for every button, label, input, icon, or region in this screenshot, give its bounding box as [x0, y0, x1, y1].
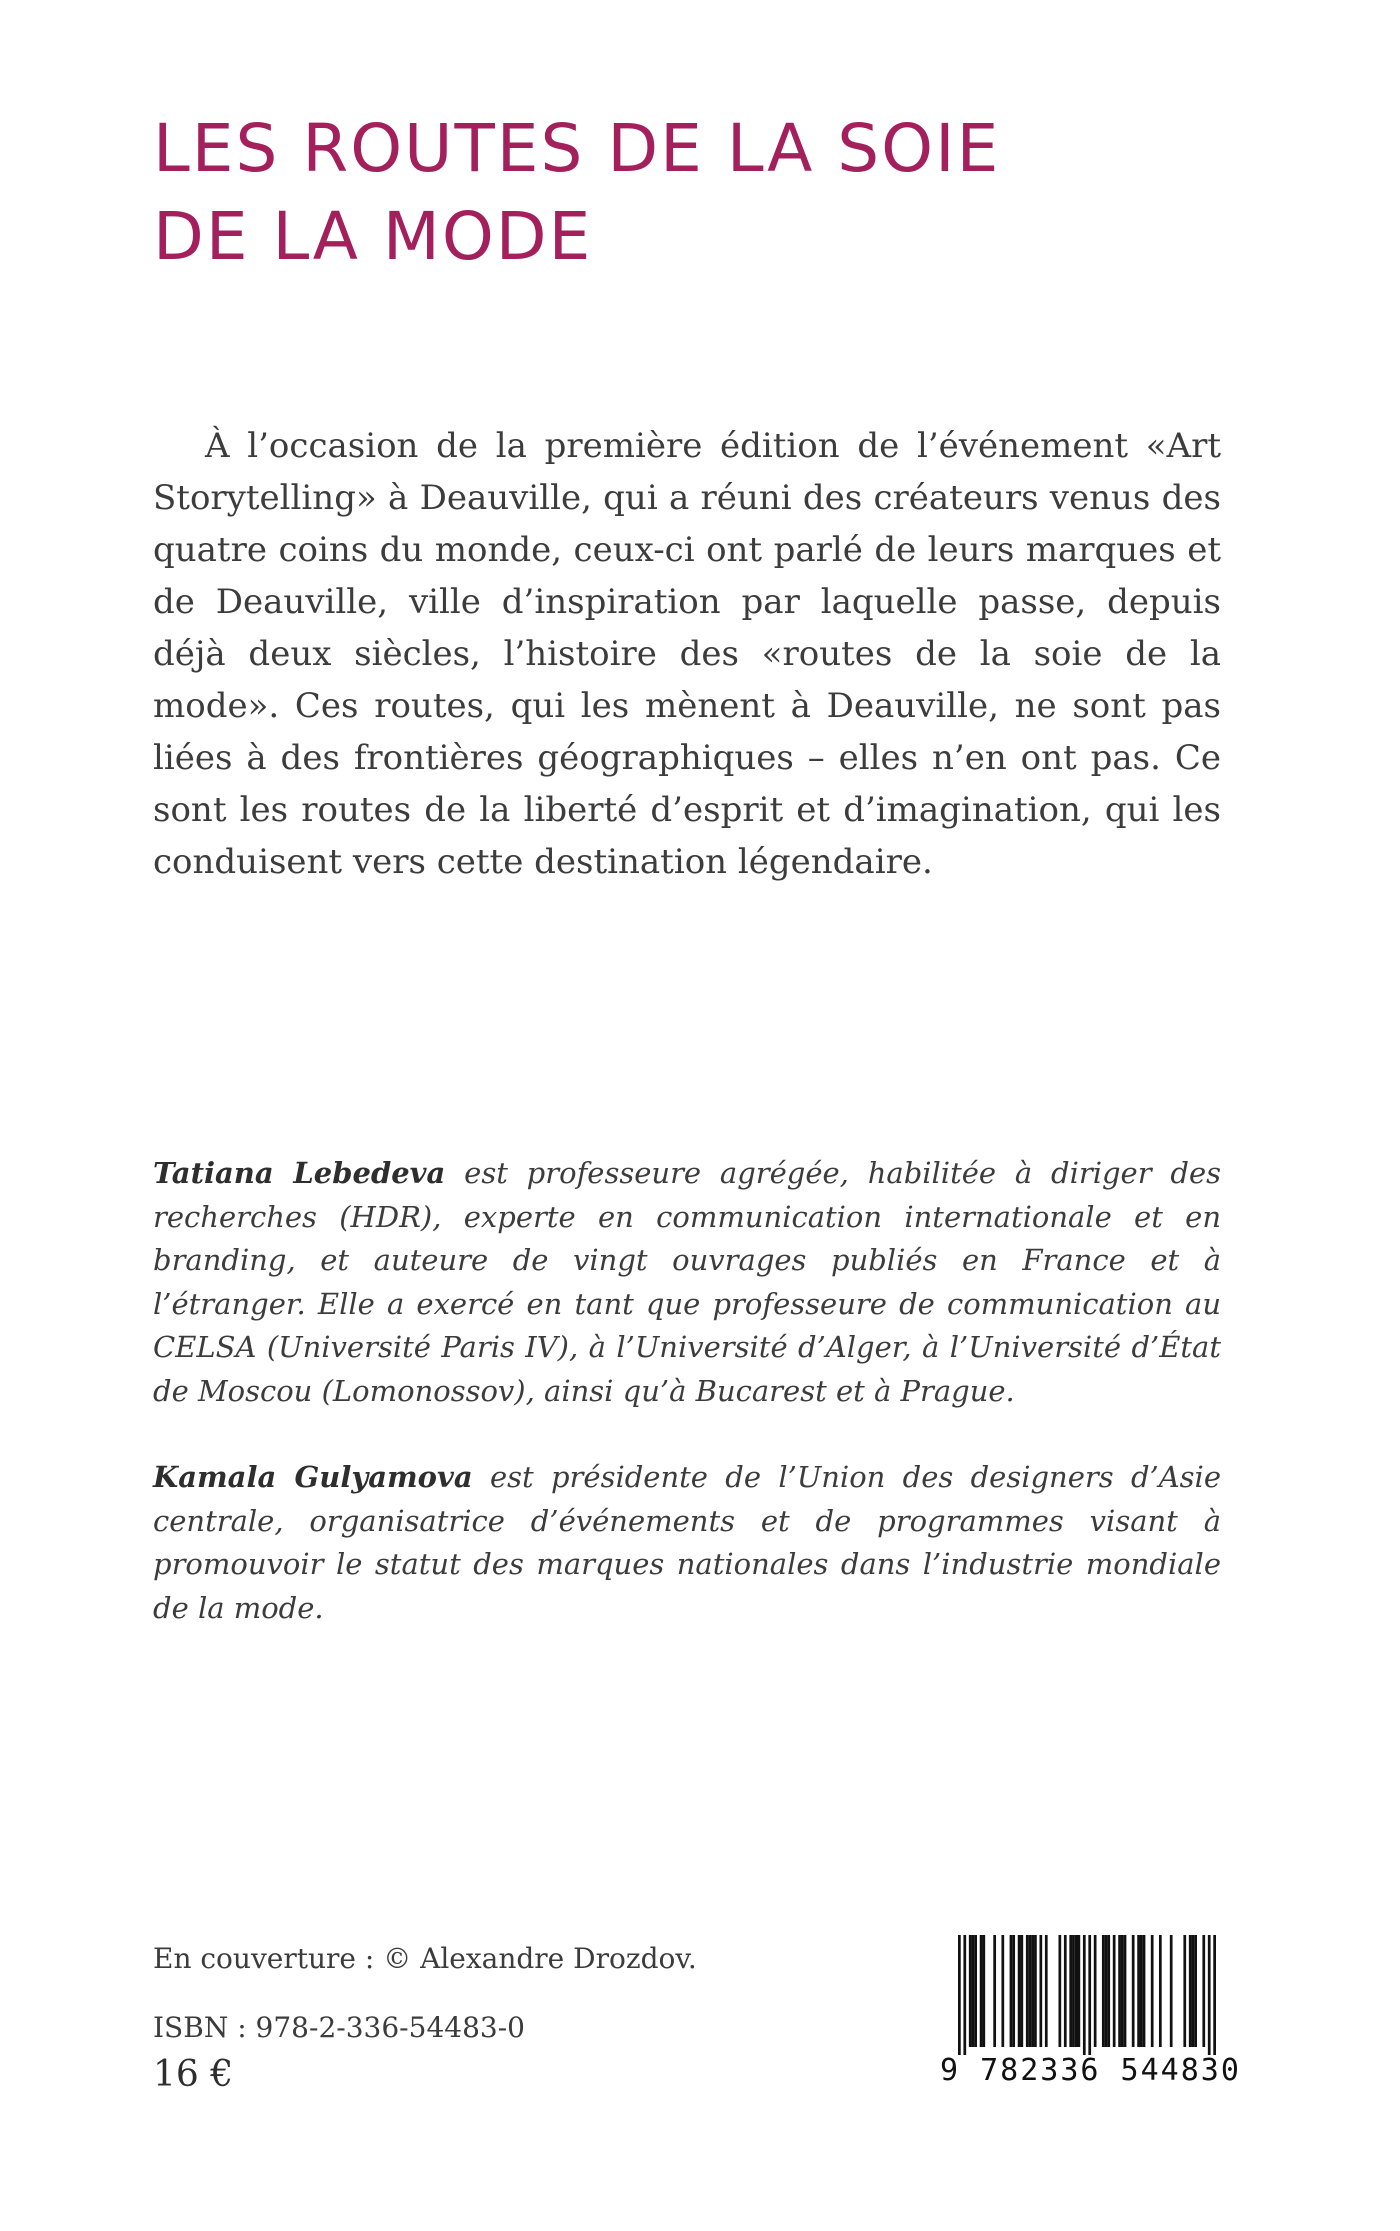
- barcode-bar: [1026, 1935, 1029, 2047]
- barcode-bar: [1077, 1935, 1080, 2047]
- barcode-bar: [1121, 1935, 1124, 2047]
- barcode-bar: [1143, 1935, 1146, 2047]
- barcode-bar: [1208, 1935, 1211, 2055]
- barcode-bar: [1151, 1935, 1154, 2047]
- author-bio-text-2: est présidente de l’Union des designers d’Asie centrale, organisatrice d’événements et de programmes visant à promouvoir le statut des marques nationales dans l’industrie mondiale de la mode.: [153, 1460, 1221, 1625]
- barcode-bar: [1045, 1935, 1048, 2047]
- barcode-bar: [1094, 1935, 1097, 2047]
- cover-credit: En couverture : © Alexandre Drozdov.: [153, 1942, 697, 1975]
- barcode-bar: [1031, 1935, 1034, 2047]
- price: 16 €: [153, 2054, 234, 2095]
- barcode-bar: [1001, 1935, 1004, 2047]
- barcode-bar: [1018, 1935, 1021, 2047]
- book-title-line-1: LES ROUTES DE LA SOIE: [153, 110, 1001, 187]
- barcode-bar: [1202, 1935, 1205, 2047]
- barcode-bar: [1183, 1935, 1186, 2047]
- barcode-bar: [974, 1935, 977, 2047]
- barcode-bar: [1029, 1935, 1032, 2047]
- barcode-bar: [1010, 1935, 1013, 2047]
- barcode-bar: [1088, 1935, 1091, 2055]
- author-bio-1: [153, 1152, 1221, 1413]
- barcode-bar: [1105, 1935, 1108, 2047]
- book-title-line-2: DE LA MODE: [153, 198, 593, 275]
- barcode-bar: [1083, 1935, 1086, 2055]
- barcode: [940, 1935, 1241, 2093]
- barcode-bar: [1107, 1935, 1110, 2047]
- barcode-bar: [1140, 1935, 1143, 2047]
- barcode-bar: [1113, 1935, 1116, 2047]
- author-bio-2: [153, 1456, 1221, 1630]
- isbn: ISBN : 978-2-336-54483-0: [153, 2011, 525, 2044]
- barcode-bar: [1170, 1935, 1173, 2047]
- barcode-bar: [1034, 1935, 1037, 2047]
- barcode-bar: [1132, 1935, 1135, 2047]
- barcode-bar: [1159, 1935, 1162, 2047]
- barcode-bar: [993, 1935, 996, 2047]
- author-name-1: Tatiana Lebedeva: [153, 1156, 446, 1190]
- book-title: [153, 105, 1000, 281]
- barcode-bar: [1075, 1935, 1078, 2047]
- barcode-bar: [1069, 1935, 1072, 2047]
- barcode-bar: [1124, 1935, 1127, 2047]
- barcode-bar: [982, 1935, 985, 2047]
- barcode-bar: [1192, 1935, 1195, 2047]
- book-summary: À l’occasion de la première édition de l’événement «Art Storytelling» à Deauville, qui a réuni des créateurs venus des quatre coins du monde, ceux-ci ont parlé de leurs marques et de Deauville, ville d’inspiration par laquelle passe, depuis déjà deux siècles, l’histoire des «routes de la soie de la mode». Ces routes, qui les mènent à Deauville, ne sont pas liées à des frontières géographiques – elles n’en ont pas. Ce sont les routes de la liberté d’esprit et d’imagination, qui les conduisent vers cette destination légendaire.: [153, 426, 1221, 882]
- barcode-bar: [958, 1935, 961, 2055]
- barcode-bar: [969, 1935, 972, 2047]
- barcode-bar: [1039, 1935, 1042, 2047]
- barcode-bar: [1072, 1935, 1075, 2047]
- barcode-bar: [1064, 1935, 1067, 2047]
- barcode-bar: [1058, 1935, 1061, 2047]
- author-name-2: Kamala Gulyamova: [153, 1460, 473, 1494]
- barcode-bar: [1012, 1935, 1015, 2047]
- barcode-bar: [1118, 1935, 1121, 2047]
- barcode-bar: [963, 1935, 966, 2055]
- author-bio-text-1: est professeure agrégée, habilitée à diriger des recherches (HDR), experte en communication internationale et en branding, et auteure de vingt ouvrages publiés en France et à l’étranger. Elle a exercé en tant que professeure de communication au CELSA (Université Paris IV), à l’Université d’Alger, à l’Université d’État de Moscou (Lomonossov), ainsi qu’à Bucarest et à Prague.: [153, 1156, 1221, 1408]
- barcode-bar: [980, 1935, 983, 2047]
- barcode-bar: [1194, 1935, 1197, 2047]
- barcode-bar: [1102, 1935, 1105, 2047]
- barcode-bar: [972, 1935, 975, 2047]
- barcode-digits: 9 782336 544830: [940, 2053, 1241, 2088]
- barcode-bar: [1020, 1935, 1023, 2047]
- barcode-bars: [940, 1935, 1222, 2055]
- barcode-bar: [1189, 1935, 1192, 2047]
- barcode-bar: [1213, 1935, 1216, 2055]
- barcode-bar: [1137, 1935, 1140, 2047]
